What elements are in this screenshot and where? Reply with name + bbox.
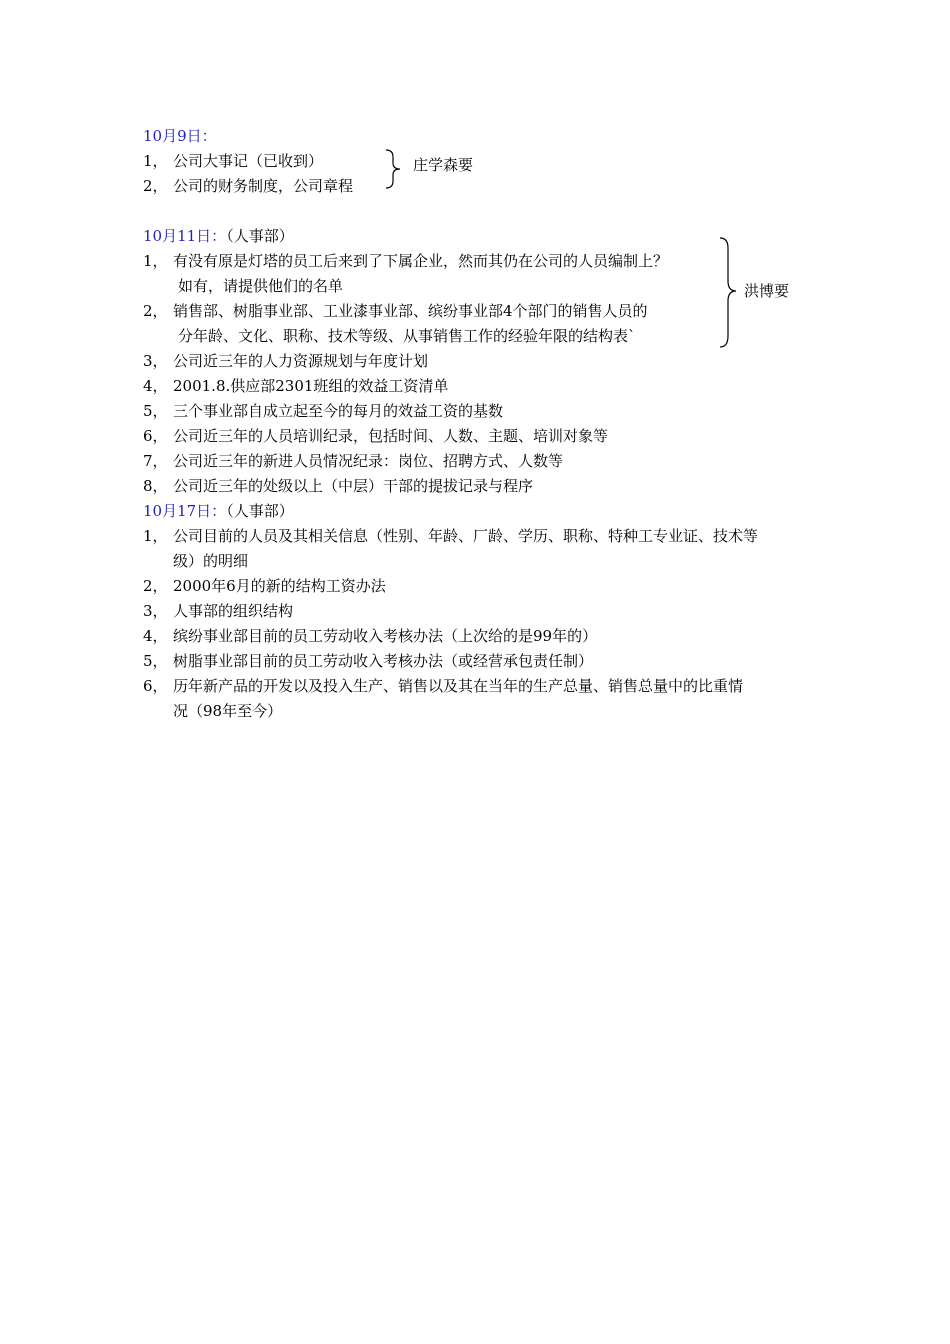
item-text: 销售部、树脂事业部、工业漆事业部、缤纷事业部4个部门的销售人员的 bbox=[173, 302, 648, 320]
section-date: 10月11日： bbox=[143, 227, 227, 245]
requester-label: 洪博要 bbox=[744, 282, 790, 300]
item-text: 公司近三年的人力资源规划与年度计划 bbox=[173, 352, 429, 370]
item-text: 公司近三年的新进人员情况纪录：岗位、招聘方式、人数等 bbox=[173, 452, 564, 470]
item-text: 人事部的组织结构 bbox=[173, 602, 294, 620]
item-text: 历年新产品的开发以及投入生产、销售以及其在当年的生产总量、销售总量中的比重情 bbox=[173, 677, 744, 695]
item-text: 公司的财务制度，公司章程 bbox=[173, 177, 354, 195]
item-number: 6， bbox=[143, 427, 168, 445]
item-text-continued: 级）的明细 bbox=[173, 552, 249, 570]
item-number: 1， bbox=[143, 527, 168, 545]
item-number: 4， bbox=[143, 377, 168, 395]
section-heading bbox=[143, 501, 294, 521]
right-brace-icon bbox=[718, 236, 740, 350]
item-number: 2， bbox=[143, 177, 168, 195]
right-brace-icon bbox=[384, 148, 404, 190]
item-text-continued: 况（98年至今） bbox=[173, 702, 283, 720]
item-number: 8， bbox=[143, 477, 168, 495]
item-text: 有没有原是灯塔的员工后来到了下属企业，然而其仍在公司的人员编制上？ bbox=[173, 252, 669, 270]
item-number: 2， bbox=[143, 302, 168, 320]
item-number: 1， bbox=[143, 152, 168, 170]
item-number: 5， bbox=[143, 652, 168, 670]
item-number: 3， bbox=[143, 352, 168, 370]
item-text: 公司近三年的处级以上（中层）干部的提拔记录与程序 bbox=[173, 477, 534, 495]
section-heading bbox=[143, 126, 217, 146]
item-text: 缤纷事业部目前的员工劳动收入考核办法（上次给的是99年的） bbox=[173, 627, 598, 645]
item-number: 7， bbox=[143, 452, 168, 470]
section-date: 10月17日： bbox=[143, 502, 227, 520]
item-number: 1， bbox=[143, 252, 168, 270]
item-text: 树脂事业部目前的员工劳动收入考核办法（或经营承包责任制） bbox=[173, 652, 594, 670]
item-text: 公司近三年的人员培训纪录，包括时间、人数、主题、培训对象等 bbox=[173, 427, 609, 445]
item-number: 6， bbox=[143, 677, 168, 695]
section-heading bbox=[143, 226, 294, 246]
item-number: 2， bbox=[143, 577, 168, 595]
item-text: 2000年6月的新的结构工资办法 bbox=[173, 577, 386, 595]
item-text: 2001.8.供应部2301班组的效益工资清单 bbox=[173, 377, 449, 395]
item-number: 3， bbox=[143, 602, 168, 620]
item-text-continued: 分年龄、文化、职称、技术等级、从事销售工作的经验年限的结构表` bbox=[178, 327, 636, 345]
section-dept: （人事部） bbox=[226, 502, 294, 520]
requester-label: 庄学森要 bbox=[413, 156, 474, 174]
section-date: 10月9日： bbox=[143, 127, 217, 145]
item-text: 三个事业部自成立起至今的每月的效益工资的基数 bbox=[173, 402, 504, 420]
item-text: 公司大事记（已收到） bbox=[173, 152, 324, 170]
item-text: 公司目前的人员及其相关信息（性别、年龄、厂龄、学历、职称、特种工专业证、技术等 bbox=[173, 527, 759, 545]
item-number: 5， bbox=[143, 402, 168, 420]
item-number: 4， bbox=[143, 627, 168, 645]
section-dept: （人事部） bbox=[226, 227, 294, 245]
item-text-continued: 如有，请提供他们的名单 bbox=[178, 277, 344, 295]
